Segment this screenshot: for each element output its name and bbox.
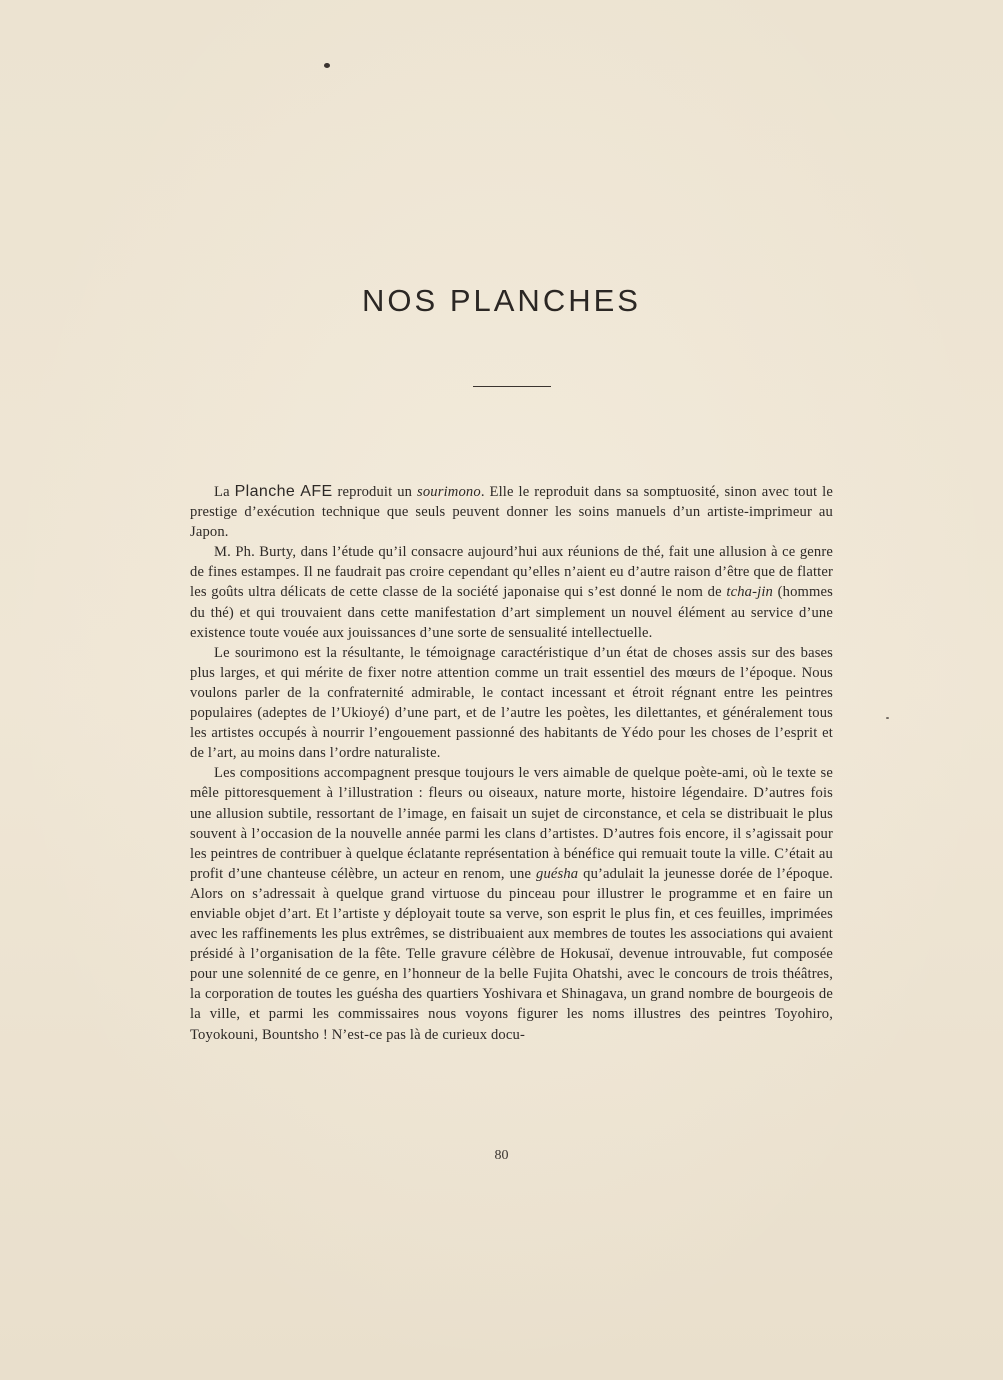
- italic-term-tcha-jin: tcha-jin: [726, 584, 773, 601]
- page-number: 80: [494, 1148, 509, 1163]
- ink-speck: [324, 63, 330, 68]
- paragraph-2-text-a: M. Ph. Burty, dans l’étude qu’il consacre aujourd’hui aux réunions de thé, fait une allusion à ce genre de fines estampes. Il ne faudrait pas croire cependant qu’elles n’aient eu d’autre raison d’être que de flatter les goûts ultra délicats de cette classe de la société japonaise qui s’est donné le nom de: [190, 544, 833, 601]
- paragraph-1-lead: La: [214, 484, 235, 500]
- article-body: [190, 482, 833, 1045]
- paragraph-3: Le sourimono est la résultante, le témoignage caractéristique d’un état de choses assis sur des bases plus larges, et qui mérite de fixer notre attention comme un trait essentiel des mœurs de l’époque. Nous voulons parler de la confraternité admirable, le contact incessant et étroit régnant entre les peintres populaires (adeptes de l’Ukioyé) d’une part, et de l’autre les poètes, les dilettantes, et généralement tous les artistes occupés à nourrir l’engouement passionné des habitants de Yédo pour les choses de l’esprit et de l’art, au moins dans l’ordre naturaliste.: [190, 644, 833, 762]
- paragraph-4-text-a: Les compositions accompagnent presque toujours le vers aimable de quelque poète-ami, où le texte se mêle pittoresquement à l’illustration : fleurs ou oiseaux, nature morte, histoire légendaire. D’autres fois une allusion subtile, ressortant de l’image, en faisait un sujet de circonstance, et cela se distribuait le plus souvent à l’occasion de la nouvelle année parmi les clans d’artistes. D’autres fois encore, il s’agissait pour les peintres de contribuer à quelque éclatante représentation à bénéfice qui remuait toute la ville. C’était au profit d’une chanteuse célèbre, un acteur en renom, une: [190, 765, 833, 882]
- ink-speck-small: [886, 717, 889, 719]
- italic-term-guesha: guésha: [536, 865, 579, 882]
- page-title: NOS PLANCHES: [362, 283, 641, 318]
- paragraph-1-text-a: reproduit un: [332, 484, 418, 500]
- paragraph-4-text-b: qu’adulait la jeunesse dorée de l’époque. Alors on s’adressait à quelque grand virtuose du pinceau pour illustrer le programme et en faire un enviable objet d’art. Et l’artiste y déployait toute sa verve, son esprit le plus fin, et ces feuilles, imprimées avec les raffinements les plus extrêmes, se distribuaient aux membres de toutes les associations qui avaient présidé à l’organisation de la fête. Telle gravure célèbre de Hokusaï, devenue introuvable, fut composée pour une solennité de ce genre, en l’honneur de la belle Fujita Ohatshi, avec le concours de trois théâtres, la corporation de toutes les guésha des quartiers Yoshivara et Shinagava, un grand nombre de bourgeois de la ville, et parmi les commissaires nous voyons figurer les noms illustres des peintres Toyohiro, Toyokouni, Bountsho ! N’est-ce pas là de curieux docu-: [190, 865, 833, 1043]
- paragraph-4: [190, 763, 833, 1044]
- paragraph-2: [190, 542, 833, 642]
- paragraph-2-text-b: (hommes du thé) et qui trouvaient dans cette manifestation d’art simplement un nouvel élément au service d’une existence toute vouée aux jouissances d’une sorte de sensualité intellectuelle.: [190, 584, 833, 641]
- planche-label: Planche AFE: [234, 483, 333, 500]
- paragraph-1-text-b: . Elle le reproduit dans sa somptuosité, sinon avec tout le prestige d’exécution technique que seuls peuvent donner les soins manuels d’un artiste-imprimeur au Japon.: [190, 484, 833, 541]
- italic-term-sourimono: sourimono: [417, 484, 481, 500]
- title-divider: [473, 386, 551, 387]
- paragraph-1: [190, 482, 833, 542]
